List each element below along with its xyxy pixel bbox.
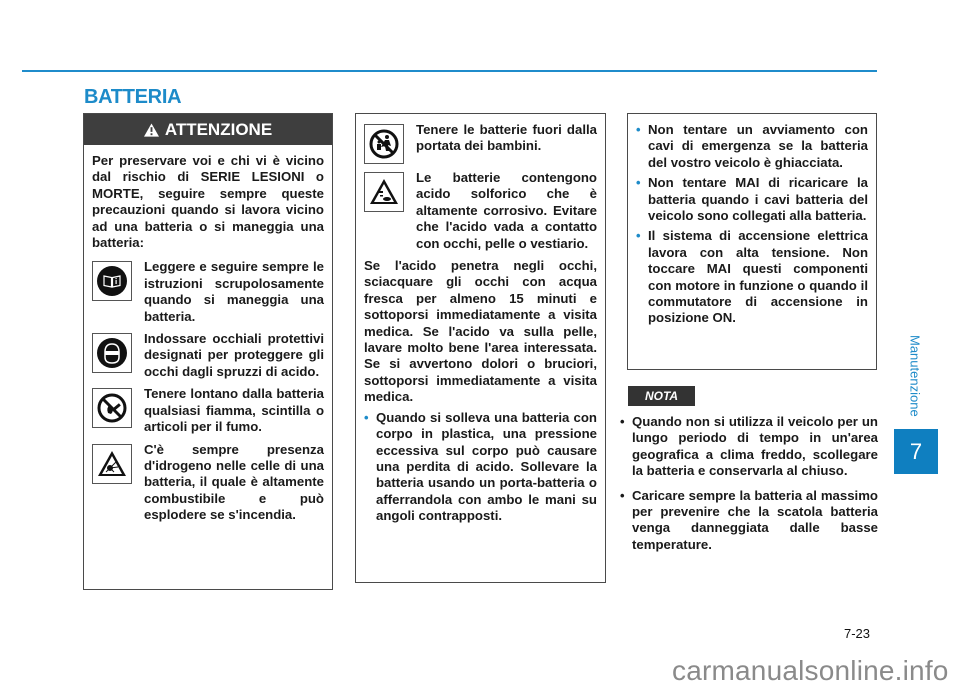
safety-goggles-icon [92, 333, 132, 373]
warning-item-text: Tenere le batterie fuori dalla portata dei bambini. [416, 122, 597, 154]
warning-item-text: Leggere e seguire sempre le istruzioni scrupolosamente quando si maneggia una batteria. [144, 259, 324, 324]
top-rule [22, 70, 877, 72]
warning-item [364, 122, 597, 164]
keep-away-children-icon [364, 124, 404, 164]
warning-item-text: Tenere lontano dalla batteria qualsiasi fiamma, scintilla o articoli per il fumo. [144, 386, 324, 435]
bullet-item [628, 114, 876, 171]
nota-badge: NOTA [628, 386, 695, 406]
bullet-icon: • [636, 228, 641, 244]
bullet-item [356, 406, 605, 525]
nota-item [620, 412, 878, 486]
no-flame-smoking-icon [92, 388, 132, 428]
chapter-label: Manutenzione [907, 335, 923, 417]
read-manual-icon [92, 261, 132, 301]
bullet-text: Quando si solleva una batteria con corpo in plastica, una pressione eccessiva sul corpo può causare una perdita di acido. Sollevare la batteria usando un porta-batteria o afferrandola con ambo le mani su angoli contrapposti. [376, 409, 597, 524]
explosion-hazard-icon [92, 444, 132, 484]
warning-item-text: Indossare occhiali protettivi designati per proteggere gli occhi dagli spruzzi di acido. [144, 331, 324, 379]
nota-text: Quando non si utilizza il veicolo per un lungo periodo di tempo in un'area geografica a clima freddo, scollegare la batteria e conservarla al chiuso. [632, 414, 878, 479]
bullet-item [628, 224, 876, 326]
acid-first-aid-paragraph: Se l'acido penetra negli occhi, sciacquare gli occhi con acqua fresca per almeno 15 minuti e sottoporsi immediatamente a visita medica. Se l'acido va sulla pelle, lavare molto bene l'area interessata. Se si avvertono dolori o bruciori, sottoporsi immediatamente a visita medica. [364, 258, 597, 405]
warning-box [83, 113, 333, 590]
warning-item [364, 170, 597, 252]
warning-intro: Per preservare voi e chi vi è vicino dal rischio di SERIE LESIONI o MORTE, seguire sempre queste precauzioni quando si lavora vicino ad una batteria o si maneggia una batteria: [92, 153, 324, 251]
section-title: BATTERIA [84, 86, 182, 108]
nota-list [620, 412, 878, 559]
warning-item [92, 259, 324, 325]
warning-item [92, 386, 324, 435]
bullet-text: Non tentare MAI di ricaricare la batteria quando i cavi batteria del veicolo sono collegati alla batteria. [648, 175, 868, 224]
warning-header-label: ATTENZIONE [164, 119, 273, 139]
nota-text: Caricare sempre la batteria al massimo per prevenire che la scatola batteria venga danneggiata dalle basse temperature. [632, 487, 878, 552]
warning-item-text: C'è sempre presenza d'idrogeno nelle celle di una batteria, il quale è altamente combustibile e può esplodere se s'incendia. [144, 441, 324, 523]
bullet-item [628, 171, 876, 224]
warning-item-text: Le batterie contengono acido solforico che è altamente corrosivo. Evitare che l'acido vada a contatto con occhi, pelle o vestiario. [416, 170, 597, 251]
bullet-text: Il sistema di accensione elettrica lavora con alta tensione. Non toccare MAI questi componenti con motore in funzione o quando il commutatore di accensione in posizione ON. [648, 228, 868, 326]
warning-triangle-icon [144, 123, 159, 137]
right-warning-box [627, 113, 877, 370]
watermark: carmanualsonline.info [672, 655, 949, 686]
bullet-text: Non tentare un avviamento con cavi di emergenza se la batteria del vostro veicolo è ghiacciata. [648, 122, 868, 170]
warning-header [84, 114, 332, 145]
bullet-icon: • [620, 414, 625, 429]
bullet-icon: • [636, 122, 641, 137]
corrosive-acid-icon [364, 172, 404, 212]
nota-item [620, 486, 878, 560]
page-number: 7-23 [844, 626, 871, 641]
bullet-icon: • [620, 487, 625, 503]
middle-warning-box [355, 113, 606, 583]
bullet-icon: • [364, 409, 369, 425]
warning-item [92, 442, 324, 524]
chapter-number-tab: 7 [894, 429, 938, 474]
bullet-icon: • [636, 175, 641, 191]
warning-item [92, 331, 324, 380]
